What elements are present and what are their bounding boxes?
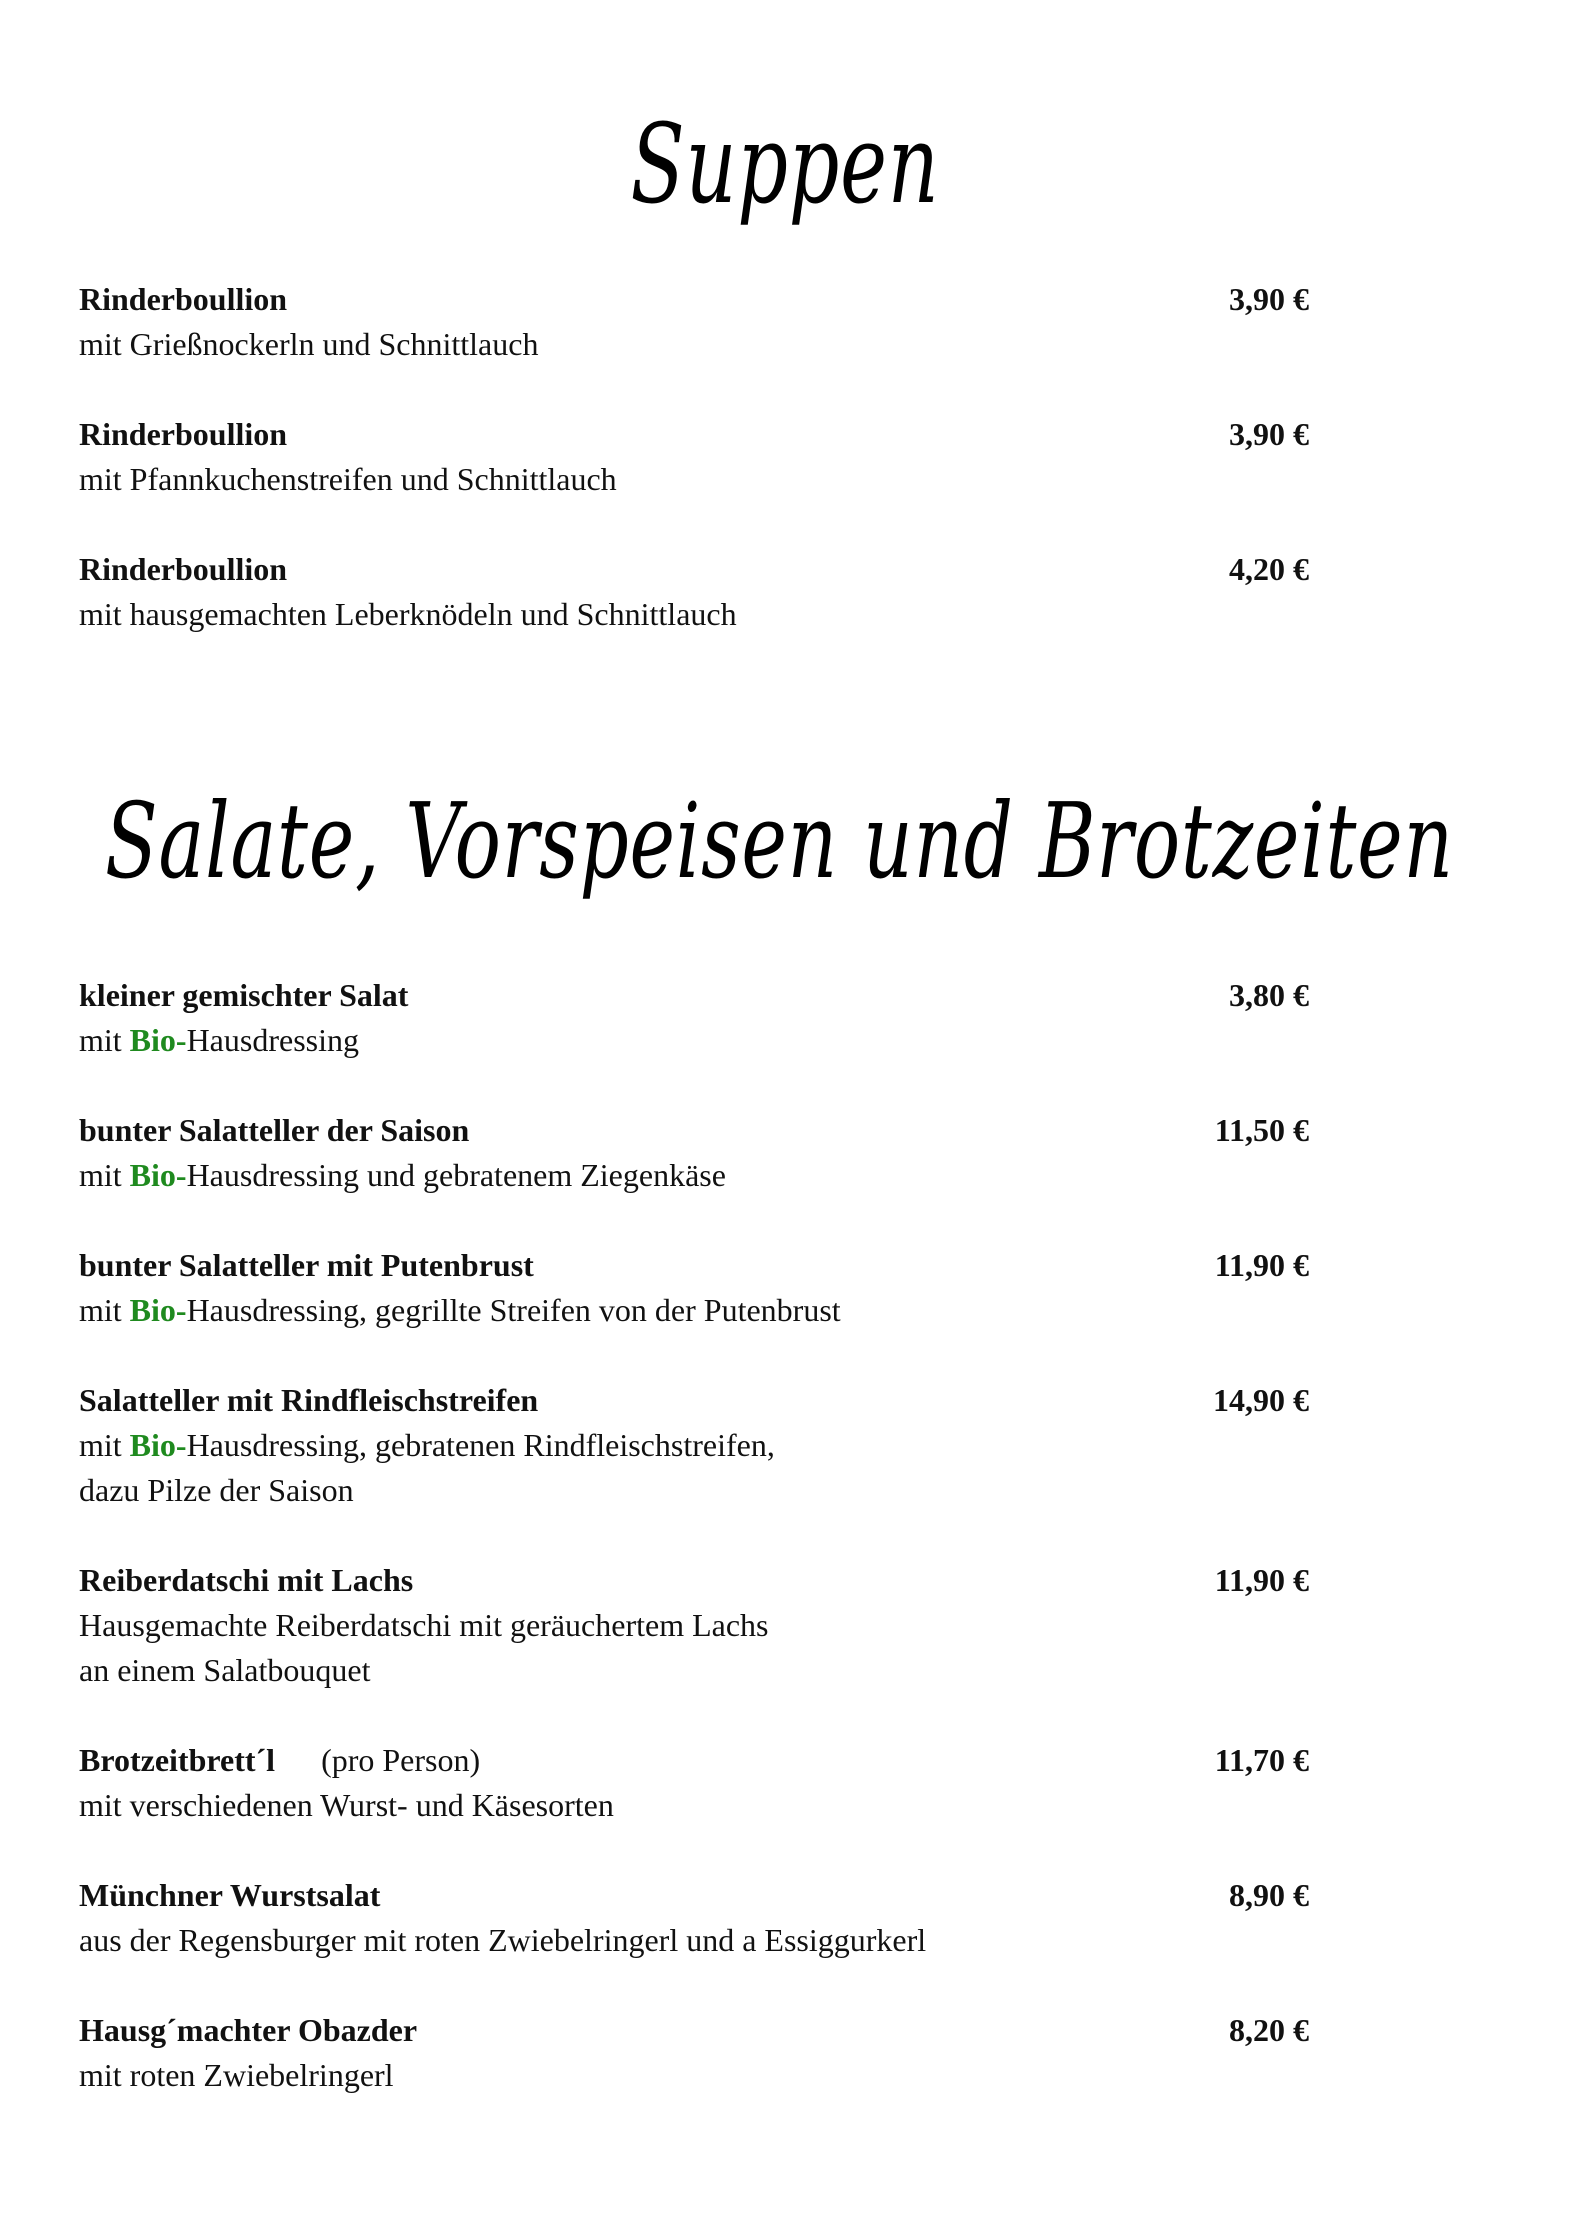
menu-item bbox=[79, 1737, 1359, 1828]
menu-item-note: (pro Person) bbox=[321, 1742, 481, 1778]
menu-item-header bbox=[79, 411, 1359, 457]
menu-item-header bbox=[79, 1377, 1359, 1423]
bio-label: Bio- bbox=[129, 1427, 187, 1463]
menu-item-description bbox=[79, 1153, 1359, 1198]
description-text: mit bbox=[79, 1427, 130, 1463]
menu-item bbox=[79, 411, 1359, 502]
menu-item-price: 8,20 € bbox=[1229, 2012, 1309, 2048]
menu-item-name: Rinderboullion bbox=[79, 281, 288, 317]
menu-item-name: bunter Salatteller der Saison bbox=[79, 1112, 470, 1148]
menu-item-description: mit Pfannkuchenstreifen und Schnittlauch bbox=[79, 461, 617, 497]
menu-item-header bbox=[79, 1242, 1359, 1288]
section-title-suppen: Suppen bbox=[630, 100, 940, 228]
menu-item-name: kleiner gemischter Salat bbox=[79, 977, 409, 1013]
menu-item-description: mit Grießnockerln und Schnittlauch bbox=[79, 326, 539, 362]
menu-item-price: 11,70 € bbox=[1214, 1742, 1309, 1778]
menu-item bbox=[79, 1242, 1359, 1333]
description-text: Hausdressing, gebratenen Rindfleischstreifen, bbox=[186, 1427, 775, 1463]
menu-item-header bbox=[79, 1737, 1359, 1783]
menu-item-description bbox=[79, 1423, 1359, 1468]
menu-section-salate bbox=[79, 972, 1359, 2142]
menu-item-description: mit roten Zwiebelringerl bbox=[79, 2057, 394, 2093]
menu-item-name: Brotzeitbrett´l bbox=[79, 1742, 276, 1778]
menu-item-name: Münchner Wurstsalat bbox=[79, 1877, 381, 1913]
section-title-salate: Salate, Vorspeisen und Brotzeiten bbox=[105, 780, 1454, 902]
menu-item-description: Hausgemachte Reiberdatschi mit geräuchertem Lachs bbox=[79, 1607, 769, 1643]
menu-item-description bbox=[79, 1288, 1359, 1333]
menu-item-header bbox=[79, 546, 1359, 592]
menu-item-price: 11,50 € bbox=[1214, 1112, 1309, 1148]
bio-label: Bio- bbox=[129, 1292, 187, 1328]
menu-item-name: Salatteller mit Rindfleischstreifen bbox=[79, 1382, 539, 1418]
menu-item-price: 14,90 € bbox=[1213, 1382, 1309, 1418]
description-text: Hausdressing bbox=[186, 1022, 359, 1058]
description-text: mit bbox=[79, 1022, 130, 1058]
description-text: Hausdressing und gebratenem Ziegenkäse bbox=[186, 1157, 726, 1193]
menu-item-description: aus der Regensburger mit roten Zwiebelringerl und a Essiggurkerl bbox=[79, 1922, 927, 1958]
description-text: mit bbox=[79, 1292, 130, 1328]
menu-item-description: mit verschiedenen Wurst- und Käsesorten bbox=[79, 1787, 614, 1823]
menu-item bbox=[79, 276, 1359, 367]
description-text: Hausdressing, gegrillte Streifen von der Putenbrust bbox=[186, 1292, 841, 1328]
menu-section-suppen bbox=[79, 276, 1359, 681]
menu-item-header bbox=[79, 2007, 1359, 2053]
bio-label: Bio- bbox=[129, 1157, 187, 1193]
menu-item bbox=[79, 972, 1359, 1063]
menu-item bbox=[79, 1377, 1359, 1513]
menu-item-price: 8,90 € bbox=[1229, 1877, 1309, 1913]
menu-item-header bbox=[79, 1107, 1359, 1153]
menu-item-description: an einem Salatbouquet bbox=[79, 1652, 371, 1688]
menu-item-header bbox=[79, 276, 1359, 322]
menu-item-name: Rinderboullion bbox=[79, 551, 288, 587]
menu-item-name: Reiberdatschi mit Lachs bbox=[79, 1562, 414, 1598]
menu-item-name: Hausg´machter Obazder bbox=[79, 2012, 418, 2048]
menu-item-header bbox=[79, 1872, 1359, 1918]
menu-item-price: 3,90 € bbox=[1229, 281, 1309, 317]
menu-item-description bbox=[79, 1018, 1359, 1063]
menu-item bbox=[79, 1107, 1359, 1198]
menu-item-price: 4,20 € bbox=[1229, 551, 1309, 587]
menu-item-price: 3,90 € bbox=[1229, 416, 1309, 452]
bio-label: Bio- bbox=[129, 1022, 187, 1058]
menu-item-price: 11,90 € bbox=[1214, 1562, 1309, 1598]
menu-item-name: Rinderboullion bbox=[79, 416, 288, 452]
menu-item-header bbox=[79, 972, 1359, 1018]
menu-item-price: 3,80 € bbox=[1229, 977, 1309, 1013]
menu-item-description: dazu Pilze der Saison bbox=[79, 1472, 354, 1508]
menu-item-header bbox=[79, 1557, 1359, 1603]
menu-item bbox=[79, 1557, 1359, 1693]
menu-item bbox=[79, 2007, 1359, 2098]
menu-item bbox=[79, 546, 1359, 637]
menu-item bbox=[79, 1872, 1359, 1963]
menu-item-price: 11,90 € bbox=[1214, 1247, 1309, 1283]
menu-item-description: mit hausgemachten Leberknödeln und Schnittlauch bbox=[79, 596, 737, 632]
description-text: mit bbox=[79, 1157, 130, 1193]
menu-item-name: bunter Salatteller mit Putenbrust bbox=[79, 1247, 534, 1283]
